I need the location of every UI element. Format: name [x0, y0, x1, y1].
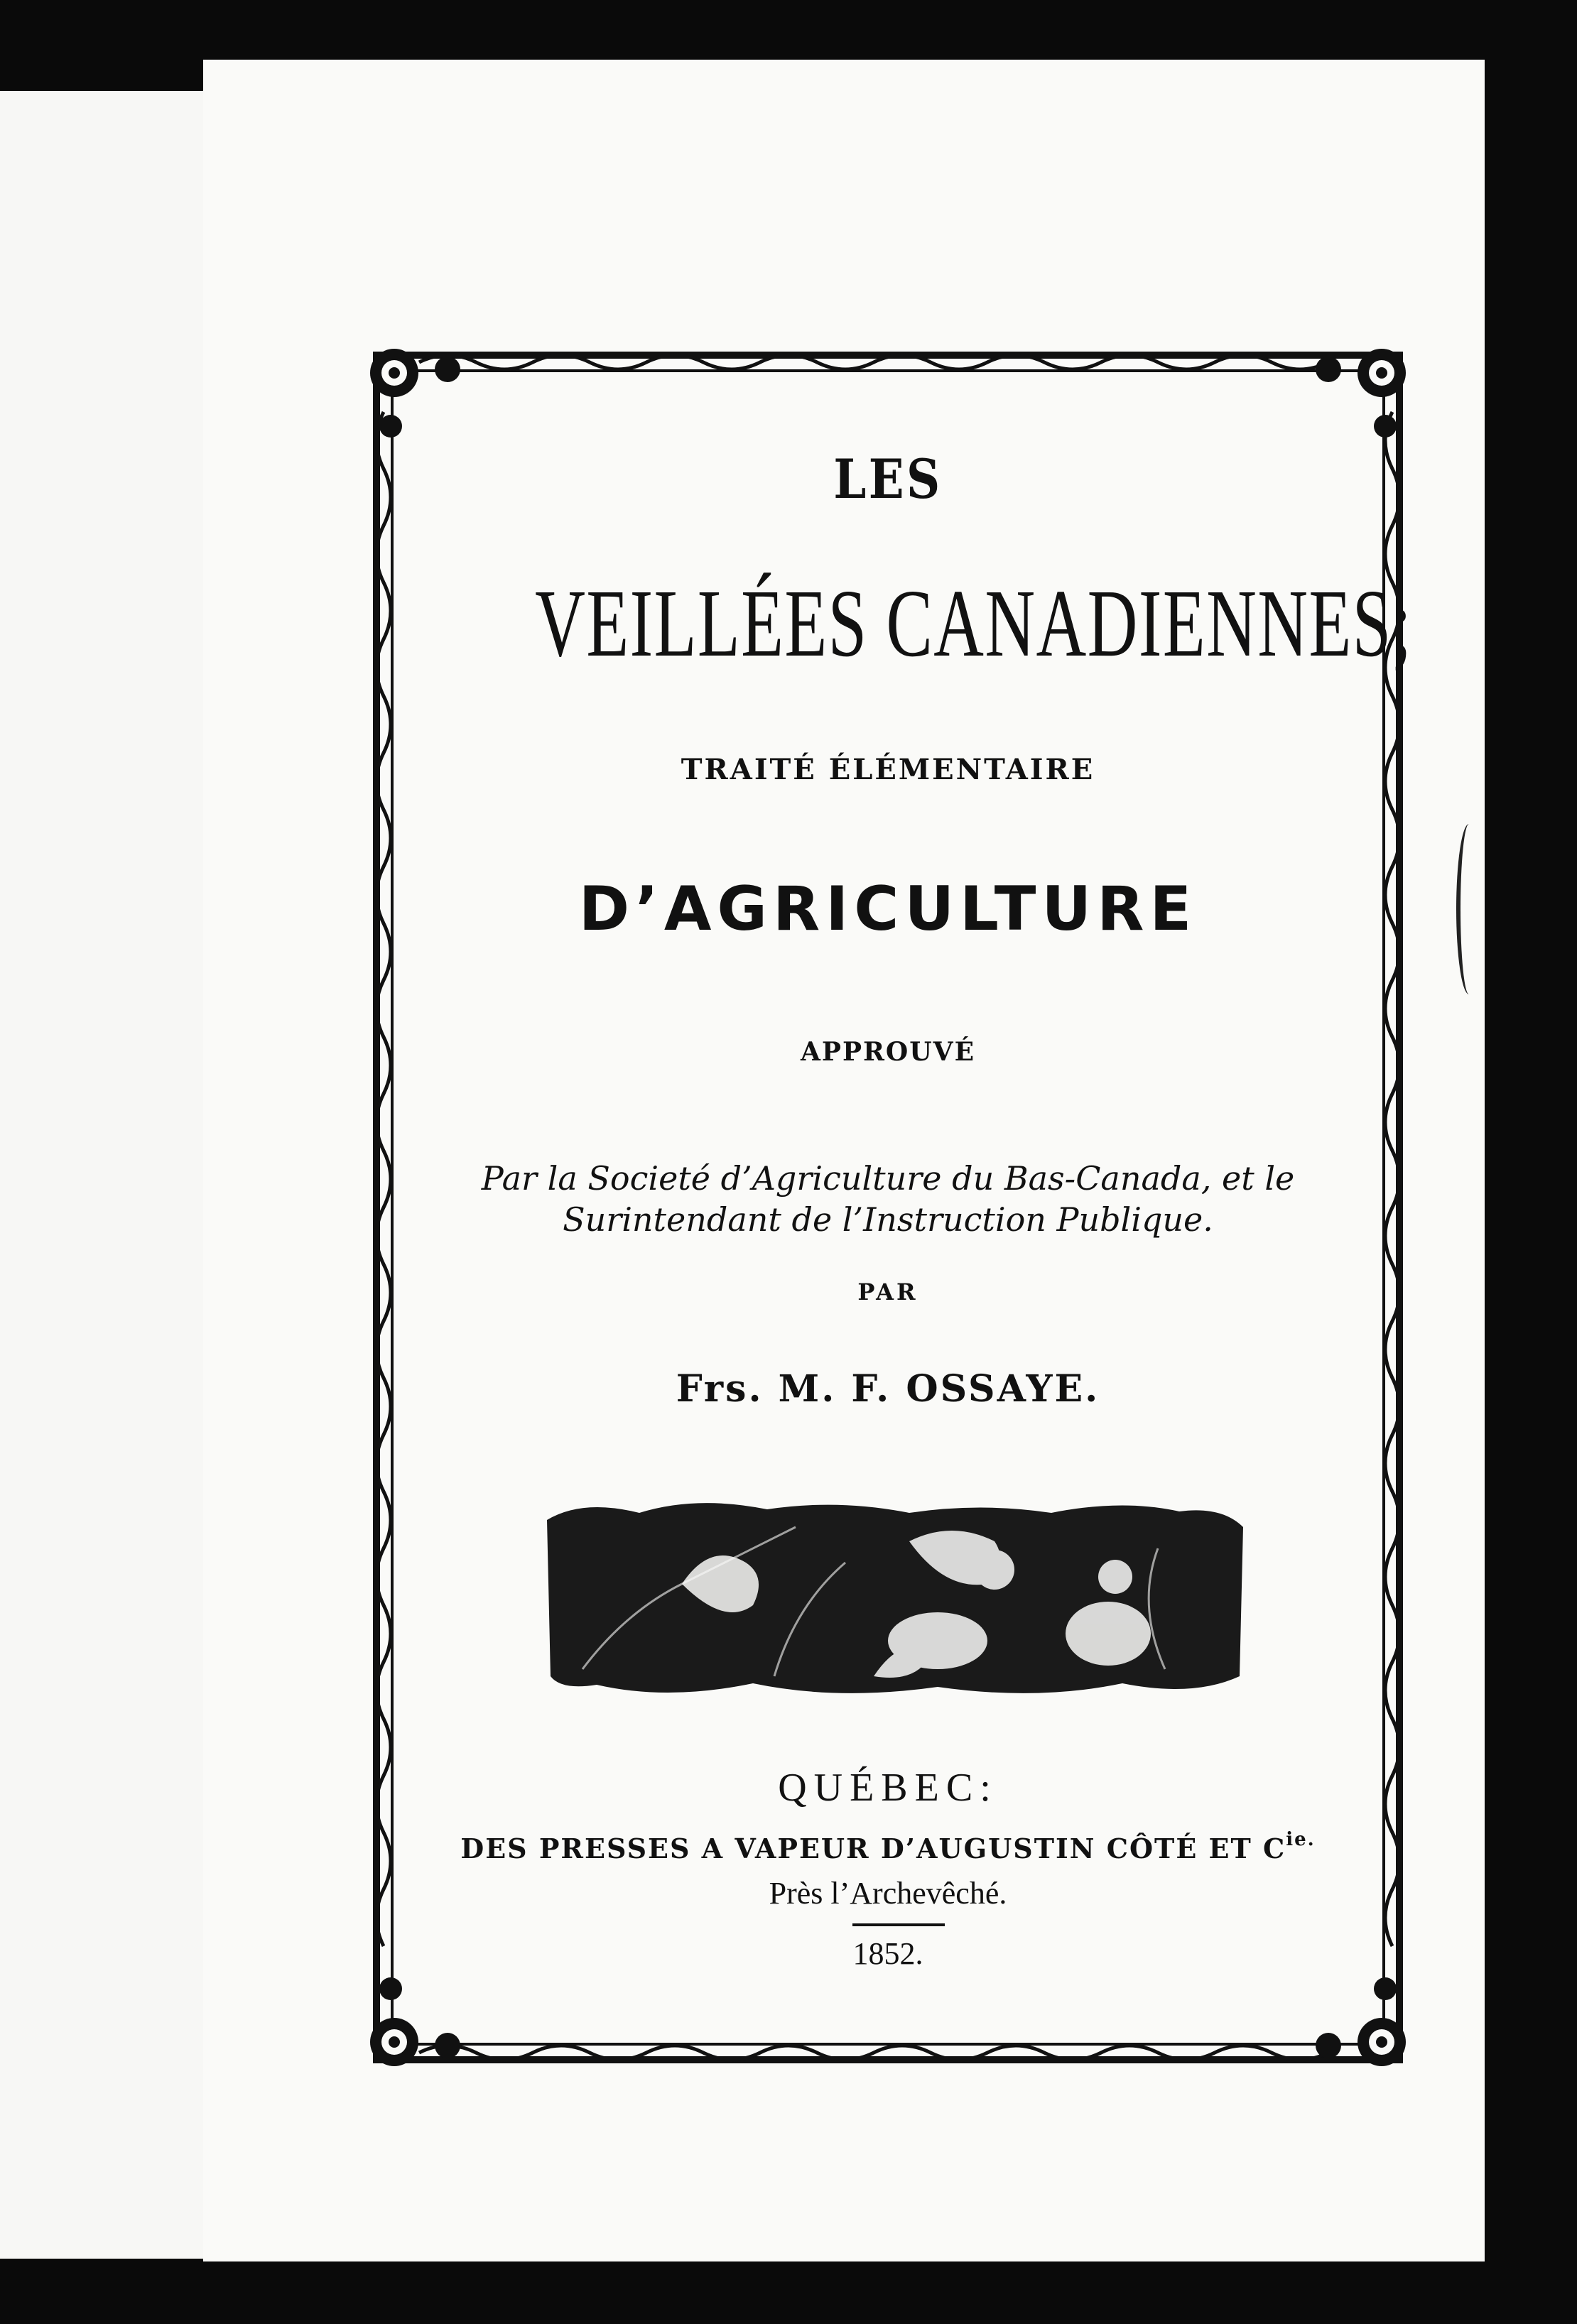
left-page-sheet [0, 91, 205, 2259]
publication-year: 1852. [852, 1936, 923, 1971]
approval-line-1: Par la Societé d’Agriculture du Bas-Canada, et le [481, 1159, 1295, 1198]
place-of-publication: QUÉBEC: [778, 1766, 998, 1810]
printer-suffix: ie. [1286, 1829, 1316, 1850]
book-subtitle: TRAITÉ ÉLÉMENTAIRE [681, 753, 1095, 786]
book-subject: D’AGRICULTURE [578, 874, 1198, 945]
approval-statement [398, 1158, 1378, 1240]
author-name: Frs. M. F. OSSAYE. [676, 1367, 1100, 1411]
printer-line [398, 1829, 1378, 1864]
printer-address: Près l’Archevêché. [769, 1876, 1007, 1911]
title-les: LES [833, 447, 943, 511]
approval-line-2: Surintendant de l’Instruction Publique. [563, 1200, 1213, 1239]
scan-mark [1456, 824, 1482, 994]
by-label: PAR [857, 1278, 918, 1305]
printer-name: DES PRESSES A VAPEUR D’AUGUSTIN CÔTÉ ET C [460, 1832, 1286, 1864]
divider-rule [852, 1923, 945, 1926]
title-page-content [398, 398, 1413, 2031]
approved-label: APPROUVÉ [800, 1037, 976, 1067]
woodcut-vignette-icon [540, 1499, 1250, 1705]
book-title: VEILLÉES CANADIENNES; [535, 570, 1413, 677]
